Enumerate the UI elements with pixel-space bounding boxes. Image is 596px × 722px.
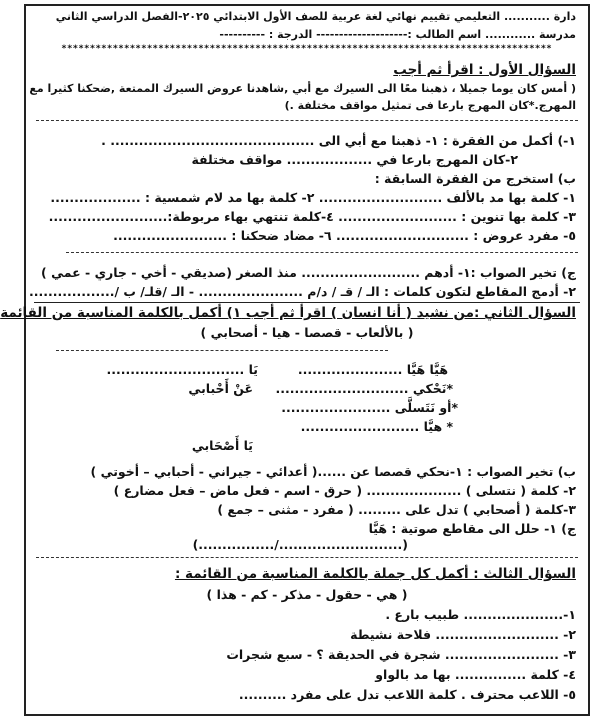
divider bbox=[56, 350, 388, 351]
section1-title: السؤال الأول : اقرأ ثم أجب bbox=[393, 62, 576, 78]
star-divider: ************************************************************************************** bbox=[61, 44, 553, 54]
section3-item-3: ٣- ........................ شجرة في الحديقة ؟ - سبع شجرات bbox=[226, 647, 576, 662]
section1-q-b1: ١- كلمة بها مد بالألف .......................... ٢- كلمة بها مد لام شمسية : ................... bbox=[50, 190, 576, 205]
section1-q-b3: ٥- مفرد عروض : ............................ ٦- مضاد ضحكنا : ........................ bbox=[113, 228, 576, 243]
poem-line2-right: *نَحْكي ............................ bbox=[275, 381, 453, 396]
section2-q-b2: ٢- كلمة ( نتسلى ) .................... ( حرق - اسم - فعل ماض – فعل مضارع ) bbox=[113, 483, 576, 498]
section1-q-b: ب) استخرج من الفقرة السابقة : bbox=[374, 171, 576, 186]
divider bbox=[66, 252, 578, 253]
header-student-line: مدرسة ............ اسم الطالب :-------------------- الدرجة : ---------- bbox=[219, 28, 576, 41]
section2-q-b3: ٣-كلمة ( أصحابي ) تدل على ......... ( مفرد - مثنى – جمع ) bbox=[217, 502, 576, 517]
section1-q-c: ج) تخير الصواب :١- أدهم ......................... منذ الصغر (صديقي - أخي - جاري - عمي ) bbox=[41, 265, 576, 280]
poem-line4-left: يَا أَصْحَابي bbox=[191, 438, 253, 453]
section1-passage-line2: المهرج.*كان المهرج بارعا فى تمثيل مواقف مختلفة .) bbox=[284, 99, 576, 112]
section2-q-c-blank: (........................../................) bbox=[192, 537, 408, 552]
poem-line4-right: * هيَّا ......................... bbox=[300, 419, 453, 434]
section3-item-2: ٢- .......................... فلاحة نشيطة bbox=[350, 627, 576, 642]
section1-passage-line1: ( أمس كان يوما جميلا ، ذهبنا معًا الى السيرك مع أبي ,شاهدنا عروض السيرك الممتعة ,ضحكنا كثيرا مع bbox=[29, 82, 576, 95]
section2-title: السؤال الثاني :من نشيد ( أنا انسان ) اقرأ ثم أجب ١) أكمل بالكلمة المناسبة من القائمة bbox=[0, 305, 576, 321]
poem-line3-right: *أو نَتَسلَّى ....................... bbox=[281, 400, 458, 415]
poem-line2-left: عَنْ أَحْبابي bbox=[188, 381, 253, 396]
divider bbox=[36, 557, 578, 558]
section1-q-a2: ٢-كان المهرج بارعا في .................. مواقف مختلفة bbox=[191, 152, 518, 167]
section1-q-c2: ٢- أدمج المقاطع لتكون كلمات : الـ / قـ / د/م ...................... - الـ /قلـ/ ب /.................. bbox=[28, 284, 576, 299]
section3-choices: ( هي - حقول - مذكر - كم - هذا ) bbox=[206, 587, 408, 602]
exam-sheet bbox=[0, 4, 590, 716]
section2-q-c: ج) ١- حلل الى مقاطع صوتية : هَيَّا bbox=[368, 521, 576, 536]
poem-line1-right: هَيَّا هَيَّا ...................... bbox=[297, 362, 448, 377]
section1-q-a: ١-) أكمل من الفقرة : ١- ذهبنا مع أبي الى ........................................... . bbox=[101, 133, 576, 148]
section3-item-1: ١-..................... طبيب بارع . bbox=[385, 607, 576, 622]
section3-title: السؤال الثالث : أكمل كل جملة بالكلمة المناسبة من القائمة : bbox=[174, 566, 576, 582]
divider bbox=[36, 120, 578, 121]
section2-choices: ( بالألعاب - قصصا - هيا - أصحابي ) bbox=[200, 325, 414, 340]
section-border bbox=[34, 302, 580, 303]
section3-item-5: ٥- اللاعب محترف . كلمة اللاعب تدل على مفرد .......... bbox=[238, 687, 576, 702]
poem-line1-left: يَا ............................. bbox=[106, 362, 258, 377]
section1-q-b2: ٣- كلمة بها تنوين : ......................... ٤-كلمة تنتهي بهاء مربوطة:......................... bbox=[48, 209, 576, 224]
section3-item-4: ٤- كلمة ............... بها مد بالواو bbox=[375, 667, 576, 682]
section2-q-b: ب) تخير الصواب : ١-نحكي قصصا عن ......( أعدائي - جيراني - أحبابي – أخوتي ) bbox=[90, 464, 576, 479]
header-title-line: دارة ........... التعليمي تقييم نهائي لغة عربية للصف الأول الابتدائي ٢٠٢٥-الفصل الدراسي الثاني bbox=[55, 10, 576, 23]
